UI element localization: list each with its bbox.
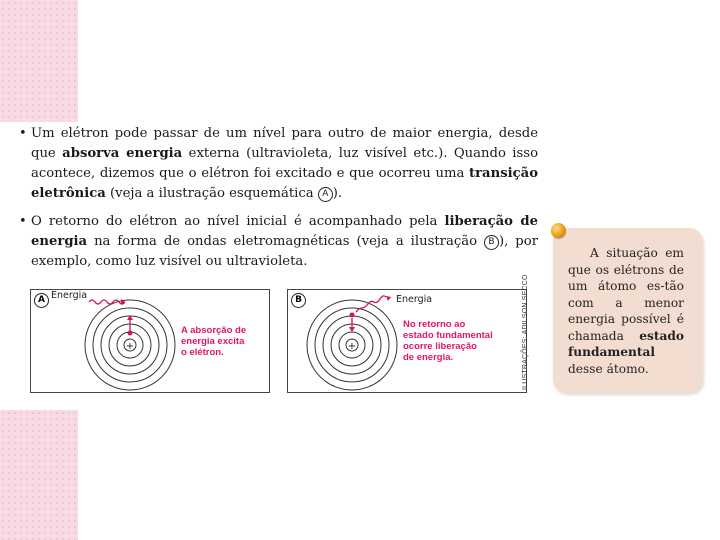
caption-line: estado fundamental — [403, 330, 493, 341]
bullet-text: (veja a ilustração esquemática — [105, 186, 318, 201]
caption-line: ocorre liberação — [403, 341, 477, 352]
electron — [350, 313, 355, 318]
illustration-letter-b: B — [291, 293, 306, 308]
energy-label-b: Energia — [396, 294, 433, 305]
bullet-dot: • — [19, 126, 27, 141]
note-lead: A situação em que os elétrons de um átomo es-tão com a menor energia possível é chamada — [568, 246, 684, 343]
energy-label-a: Energia — [51, 290, 88, 301]
side-note-text — [568, 245, 684, 377]
illustration-credit: ILUSTRAÇÕES: ADILSON SECCO — [522, 274, 529, 390]
bullet-text: ). — [332, 186, 343, 201]
note-tail: desse átomo. — [568, 361, 649, 376]
decorative-pink-strip-top — [0, 0, 78, 122]
bullet-dot: • — [19, 214, 27, 229]
bold-term: transição eletrônica — [31, 166, 538, 201]
pushpin-icon — [551, 223, 566, 238]
outgoing-wave-head — [386, 296, 391, 301]
main-text — [18, 124, 538, 280]
bullet-absorption — [18, 124, 538, 204]
relaxation-arrow-head — [349, 327, 355, 332]
caption-line: No retorno ao — [403, 319, 466, 330]
illustration-letter-a: A — [34, 293, 49, 308]
illustration-ref-b: B — [484, 235, 499, 250]
caption-line: o elétron. — [181, 347, 224, 358]
bullet-text: externa (ultravioleta, luz visível etc.). Quando isso acontece, dizemos que o elétron foi excitado e que ocorreu uma — [31, 146, 539, 181]
incoming-wave — [89, 300, 125, 304]
bullet-text: Um elétron pode passar de um nível para outro de maior energia, desde que — [31, 126, 538, 161]
note-indent — [568, 246, 590, 260]
bullet-text: O retorno do elétron ao nível inicial é acompanhado pela — [31, 214, 445, 229]
bullet-emission — [18, 212, 538, 272]
bullet-text: ), por exemplo, como luz visível ou ultravioleta. — [31, 234, 538, 269]
note-bold-term: estado fundamental — [568, 328, 684, 359]
bullet-text: na forma de ondas eletromagnéticas (veja a ilustração — [87, 234, 484, 249]
bold-term: liberação de energia — [31, 214, 538, 249]
caption-line: de energia. — [403, 352, 454, 363]
caption-line: A absorção de — [181, 325, 247, 336]
illustration-ref-a: A — [318, 187, 333, 202]
nucleus-sign: + — [347, 341, 357, 352]
caption-line: energia excita — [181, 336, 245, 347]
illustration-b-panel — [287, 289, 527, 393]
illustration-a-panel — [30, 289, 270, 393]
decorative-pink-strip-bottom — [0, 410, 78, 540]
caption-b — [403, 319, 493, 363]
bold-term: absorva energia — [62, 146, 183, 161]
nucleus-sign: + — [125, 341, 135, 352]
caption-a — [181, 325, 246, 358]
electron — [128, 331, 133, 336]
